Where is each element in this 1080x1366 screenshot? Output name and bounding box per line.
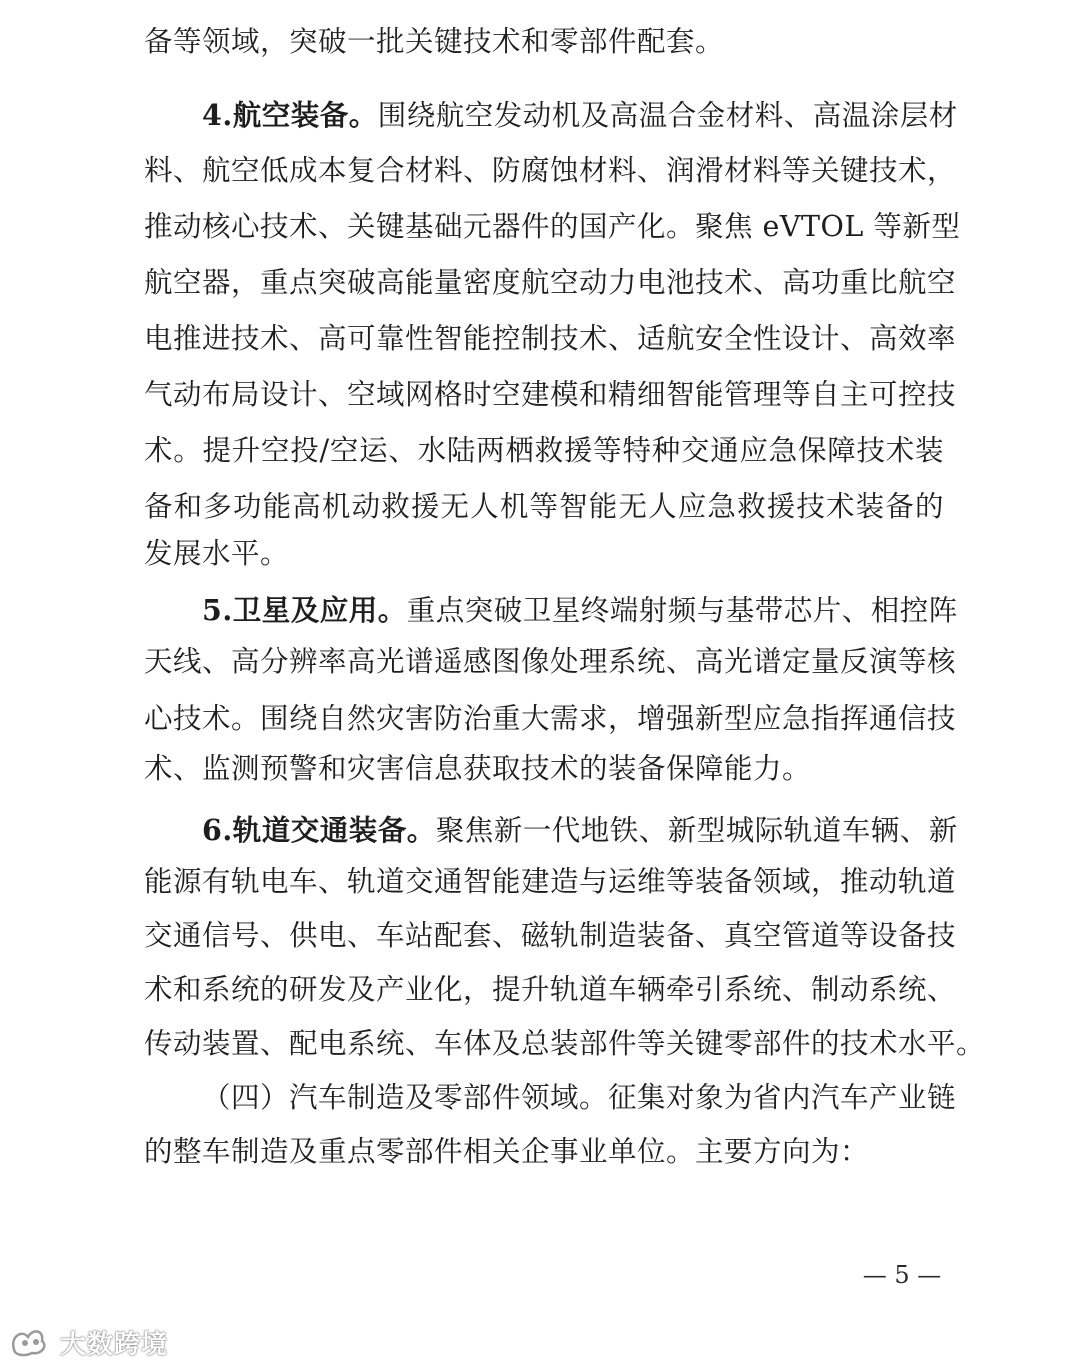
- page-number: — 5 —: [862, 1261, 942, 1289]
- body-line: 发展水平。: [144, 537, 290, 570]
- body-line: 聚焦新一代地铁、新型城际轨道车辆、新: [435, 814, 958, 847]
- body-line: 术、监测预警和灾害信息获取技术的装备保障能力。: [144, 752, 812, 785]
- section-heading-satellite: 5.卫星及应用。: [202, 593, 407, 627]
- body-line: 备和多功能高机动救援无人机等智能无人应急救援技术装备的: [144, 490, 944, 523]
- body-line: 料、航空低成本复合材料、防腐蚀材料、润滑材料等关键技术，: [144, 154, 957, 187]
- body-line: 传动装置、配电系统、车体及总装部件等关键零部件的技术水平。: [144, 1027, 986, 1060]
- body-line: 推动核心技术、关键基础元器件的国产化。聚焦 eVTOL 等新型: [144, 210, 961, 243]
- body-line: 术和系统的研发及产业化，提升轨道车辆牵引系统、制动系统、: [144, 973, 957, 1006]
- body-line: 天线、高分辨率高光谱遥感图像处理系统、高光谱定量反演等核: [144, 645, 957, 678]
- body-line: 备等领域，突破一批关键技术和零部件配套。: [144, 25, 725, 58]
- body-line: 围绕航空发动机及高温合金材料、高温涂层材: [377, 99, 958, 132]
- watermark-text: 大数跨境: [60, 1329, 169, 1360]
- watermark: [8, 1322, 168, 1362]
- body-line: 航空器，重点突破高能量密度航空动力电池技术、高功重比航空: [144, 266, 957, 299]
- body-line: 气动布局设计、空域网格时空建模和精细智能管理等自主可控技: [144, 378, 957, 411]
- section-line-rail: [202, 810, 958, 850]
- body-line: 电推进技术、高可靠性智能控制技术、适航安全性设计、高效率: [144, 322, 957, 355]
- body-line: 术。提升空投/空运、水陆两栖救援等特种交通应急保障技术装: [144, 434, 944, 467]
- section-line-satellite: [202, 590, 958, 630]
- body-line: 的整车制造及重点零部件相关企事业单位。主要方向为：: [144, 1135, 870, 1168]
- section-line-aviation: [202, 95, 958, 135]
- body-line: 重点突破卫星终端射频与基带芯片、相控阵: [406, 594, 958, 627]
- daxie-logo-icon: [8, 1325, 54, 1359]
- section-heading-aviation: 4.航空装备。: [202, 98, 378, 132]
- section-heading-rail: 6.轨道交通装备。: [202, 813, 436, 847]
- body-line: 交通信号、供电、车站配套、磁轨制造装备、真空管道等设备技: [144, 919, 957, 952]
- body-line: 能源有轨电车、轨道交通智能建造与运维等装备领域，推动轨道: [144, 865, 957, 898]
- body-line: 心技术。围绕自然灾害防治重大需求，增强新型应急指挥通信技: [144, 702, 957, 735]
- section-line-automotive: （四）汽车制造及零部件领域。征集对象为省内汽车产业链: [202, 1081, 957, 1114]
